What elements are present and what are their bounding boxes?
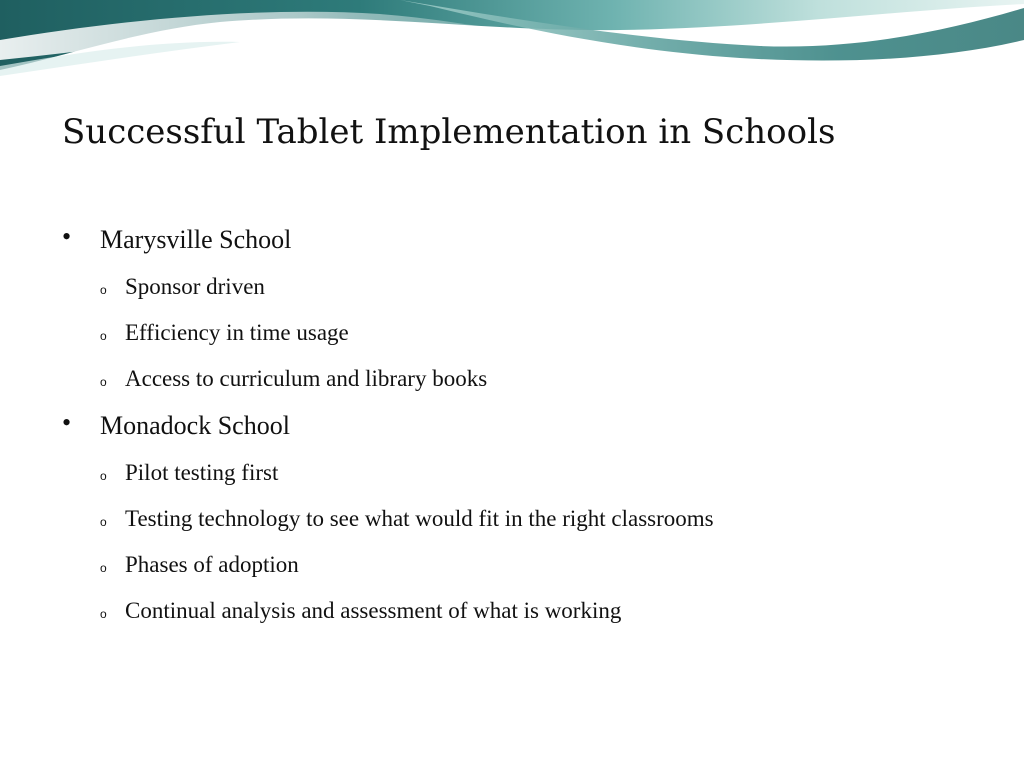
list-item [62, 266, 1002, 312]
list-item [62, 544, 1002, 590]
list-item-text: Access to curriculum and library books [125, 366, 488, 391]
list-item [62, 312, 1002, 358]
list-item [62, 498, 1002, 544]
slide-title: Successful Tablet Implementation in Schools [62, 112, 836, 152]
list-item-text: Testing technology to see what would fit in the right classrooms [125, 506, 714, 531]
section-heading [62, 404, 1002, 452]
list-item [62, 358, 1002, 404]
bullet-dot-icon: • [62, 408, 72, 437]
list-item-text: Phases of adoption [125, 552, 299, 577]
circle-bullet-icon: o [100, 607, 107, 621]
bullet-list [62, 218, 1002, 636]
bullet-dot-icon: • [62, 222, 72, 251]
circle-bullet-icon: o [100, 561, 107, 575]
list-item [62, 590, 1002, 636]
list-item [62, 452, 1002, 498]
list-item-text: Sponsor driven [125, 274, 265, 299]
section-heading [62, 218, 1002, 266]
section-heading-text: Monadock School [100, 411, 290, 440]
circle-bullet-icon: o [100, 515, 107, 529]
circle-bullet-icon: o [100, 469, 107, 483]
list-item-text: Efficiency in time usage [125, 320, 349, 345]
circle-bullet-icon: o [100, 283, 107, 297]
header-wave-decoration [0, 0, 1024, 90]
section-heading-text: Marysville School [100, 225, 292, 254]
list-item-text: Pilot testing first [125, 460, 279, 485]
list-item-text: Continual analysis and assessment of what is working [125, 598, 622, 623]
circle-bullet-icon: o [100, 375, 107, 389]
circle-bullet-icon: o [100, 329, 107, 343]
